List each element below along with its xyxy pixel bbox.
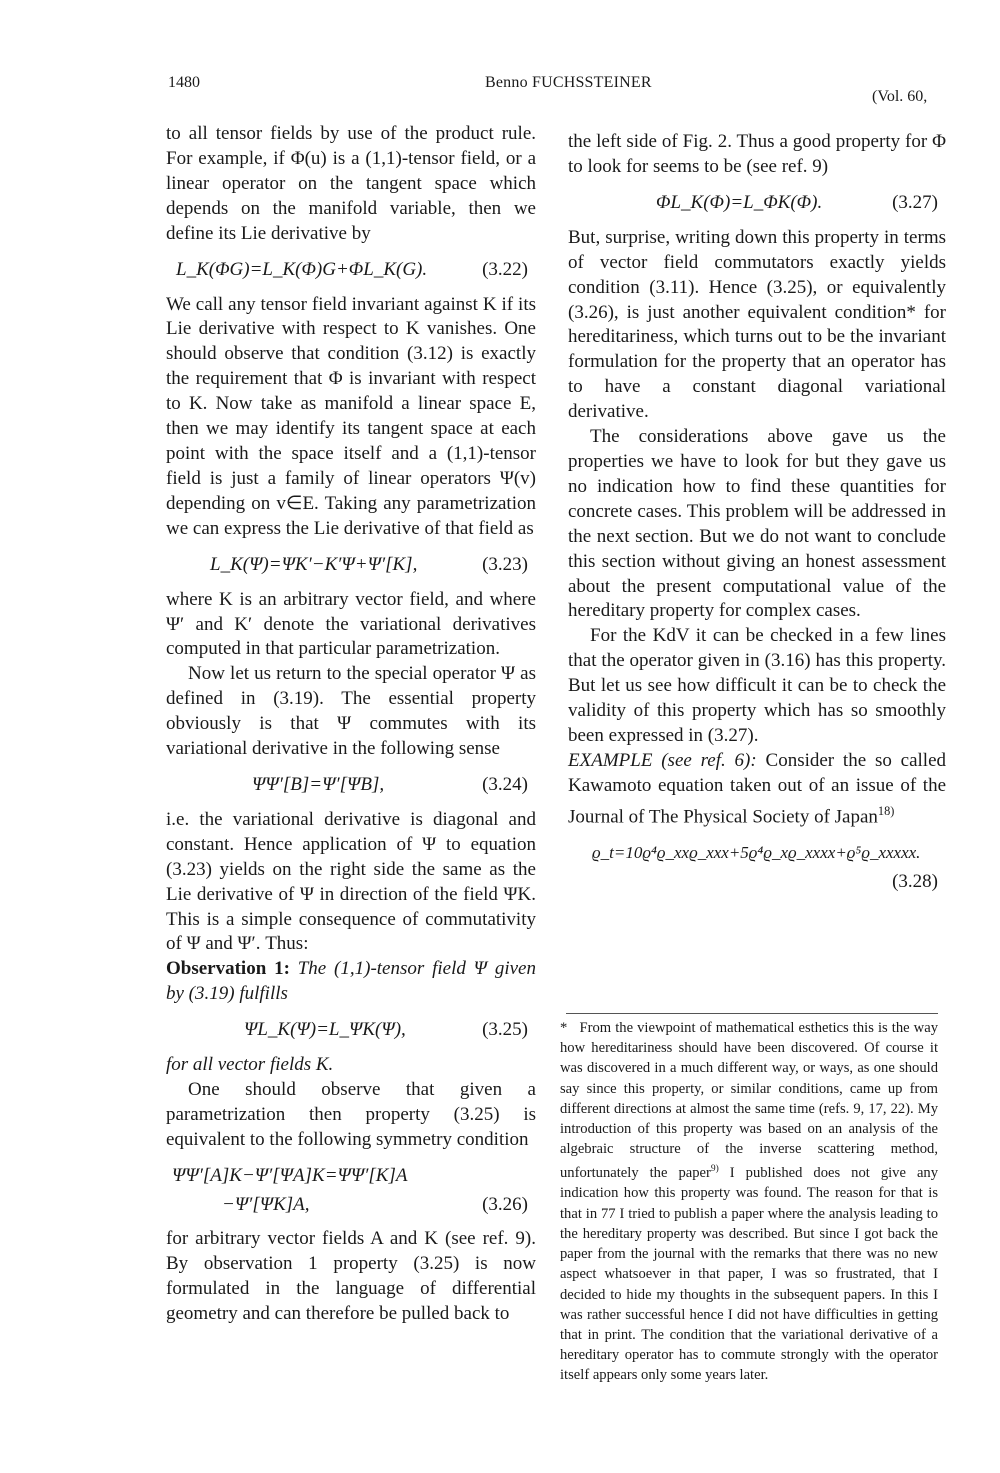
equation-3-24 — [166, 764, 536, 806]
example-text: Consider the so called Kawamoto equation taken out of an issue of the Journal of The Physical Society of Japan — [568, 749, 946, 827]
footnote-mark: * — [560, 1020, 568, 1036]
equation-3-23 — [166, 544, 536, 586]
left-paragraph-1: to all tensor fields by use of the product rule. For example, if Φ(u) is a (1,1)-tensor field, or a linear operator on the tangent space which depends on the manifold variable, then we define its Lie derivative by — [166, 123, 536, 244]
equation-3-26 — [166, 1155, 536, 1225]
equation-body: L_K(Ψ)=ΨK′−K′Ψ+Ψ′[K], — [210, 553, 418, 575]
equation-3-22 — [166, 249, 536, 291]
equation-number: (3.24) — [482, 773, 528, 795]
equation-number: (3.27) — [892, 191, 938, 213]
footnote-reference: 9) — [710, 1164, 719, 1175]
equation-number: (3.23) — [482, 553, 528, 575]
right-paragraph-4: For the KdV it can be checked in a few lines that the operator given in (3.16) has this property. But let us see how difficult it can be to check the validity of this property which has so smoothly been expressed in (3.27). — [568, 625, 946, 746]
running-head-author: Benno FUCHSSTEINER — [485, 74, 652, 91]
equation-line-2: −Ψ′[ΨK]A, — [222, 1193, 310, 1215]
left-paragraph-6: for all vector fields K. — [166, 1054, 334, 1076]
left-paragraph-8: for arbitrary vector fields A and K (see ref. 9). By observation 1 property (3.25) is now formulated in the language of differential geometry and can therefore be pulled back to — [166, 1227, 536, 1324]
footnote-text-b: I published does not give any indication how this property was found. The reason for that is that in 77 I tried to publish a paper where the analysis leading to the hereditary property was described. But since I got back the paper from the journal with the remarks that there was no new aspect whatsoever in that paper, I was so frustrated, that I decided to hide my thoughts in the subsequent papers. In this I was rather successful hence I did not have difficulties in getting that in print. The condition that the variational derivative of a hereditary operator has to commute strongly with the operator itself appears only some years later. — [560, 1165, 939, 1384]
equation-3-28 — [568, 832, 946, 902]
equation-3-27 — [568, 182, 946, 224]
equation-body: ΦL_K(Φ)=L_ΦK(Φ). — [656, 191, 823, 213]
example-paragraph — [568, 749, 946, 830]
right-column — [568, 130, 946, 904]
right-paragraph-1: the left side of Fig. 2. Thus a good property for Φ to look for seems to be (see ref. 9) — [568, 131, 946, 177]
observation-title: Observation 1: — [166, 958, 290, 980]
volume-label: (Vol. 60, — [872, 88, 928, 105]
observation-text: The (1,1)-tensor field Ψ given by (3.19) fulfills — [166, 958, 536, 1005]
equation-number: (3.22) — [482, 258, 528, 280]
equation-number: (3.25) — [482, 1019, 528, 1041]
equation-body: ϱ_t=10ϱ⁴ϱ_xxϱ_xxx+5ϱ⁴ϱ_xϱ_xxxx+ϱ⁵ϱ_xxxxx. — [592, 842, 921, 862]
footnote — [560, 1018, 938, 1386]
example-label: EXAMPLE (see ref. 6): — [568, 749, 757, 771]
right-paragraph-3: The considerations above gave us the properties we have to look for but they gave us no indication how to find these quantities for concrete cases. This problem will be addressed in the next section. But we do not want to conclude this section without giving an honest assessment about the present computational value of the hereditary property for complex cases. — [568, 426, 946, 622]
equation-number: (3.26) — [482, 1193, 528, 1215]
equation-number: (3.28) — [892, 870, 938, 892]
observation-1 — [166, 957, 536, 1007]
left-paragraph-3: where K is an arbitrary vector field, and where Ψ′ and K′ denote the variational derivatives computed in that particular parametrization. — [166, 588, 536, 660]
left-column — [166, 122, 536, 1326]
page-number: 1480 — [168, 74, 200, 91]
equation-line-1: ΨΨ′[A]K−Ψ′[ΨA]K=ΨΨ′[K]A — [172, 1164, 408, 1186]
left-paragraph-2: We call any tensor field invariant against K if its Lie derivative with respect to K vanishes. One should observe that condition (3.12) is exactly the requirement that Φ is invariant with respect to K. Now take as manifold a linear space E, then we may identify its tangent space at each point with the space itself and a (1,1)-tensor field is just a family of linear operators Ψ(v) depending on v∈E. Taking any parametrization we can express the Lie derivative of that field as — [166, 293, 536, 539]
equation-body: ΨΨ′[B]=Ψ′[ΨB], — [252, 773, 385, 795]
right-paragraph-2: But, surprise, writing down this property in terms of vector field commutators exactly yields condition (3.11). Hence (3.25), or equivalently (3.26), is just another equivalent condition* for hereditariness, which turns out to be the invariant formulation for the property that an operator has to have a constant diagonal variational derivative. — [568, 226, 946, 423]
equation-body: ΨL_K(Ψ)=L_ΨK(Ψ), — [244, 1019, 406, 1041]
footnote-rule — [566, 1013, 938, 1015]
left-paragraph-4: Now let us return to the special operator Ψ as defined in (3.19). The essential property obviously is that Ψ commutes with its variational derivative in the following sense — [166, 663, 536, 760]
left-paragraph-7: One should observe that given a parametrization then property (3.25) is equivalent to the following symmetry condition — [166, 1079, 536, 1150]
example-reference: 18) — [877, 803, 895, 818]
equation-3-25 — [166, 1009, 536, 1051]
footnote-text-a: From the viewpoint of mathematical esthetics this is the way how hereditariness should have been discovered. Of course it was discovered in a much different way, or ways, as one should say since this property, or similar conditions, came up from different directions at almost the same time (refs. 9, 17, 22). My introduction of this property was based on an analysis of the algebraic structure of the inverse scattering method, unfortunately the paper — [560, 1020, 938, 1182]
left-paragraph-5: i.e. the variational derivative is diagonal and constant. Hence application of Ψ to equation (3.23) yields on the right side the same as the Lie derivative of Ψ in direction of the field ΨK. This is a simple consequence of commutativity of Ψ and Ψ′. Thus: — [166, 808, 536, 955]
equation-body: L_K(ΦG)=L_K(Φ)G+ΦL_K(G). — [176, 258, 428, 280]
